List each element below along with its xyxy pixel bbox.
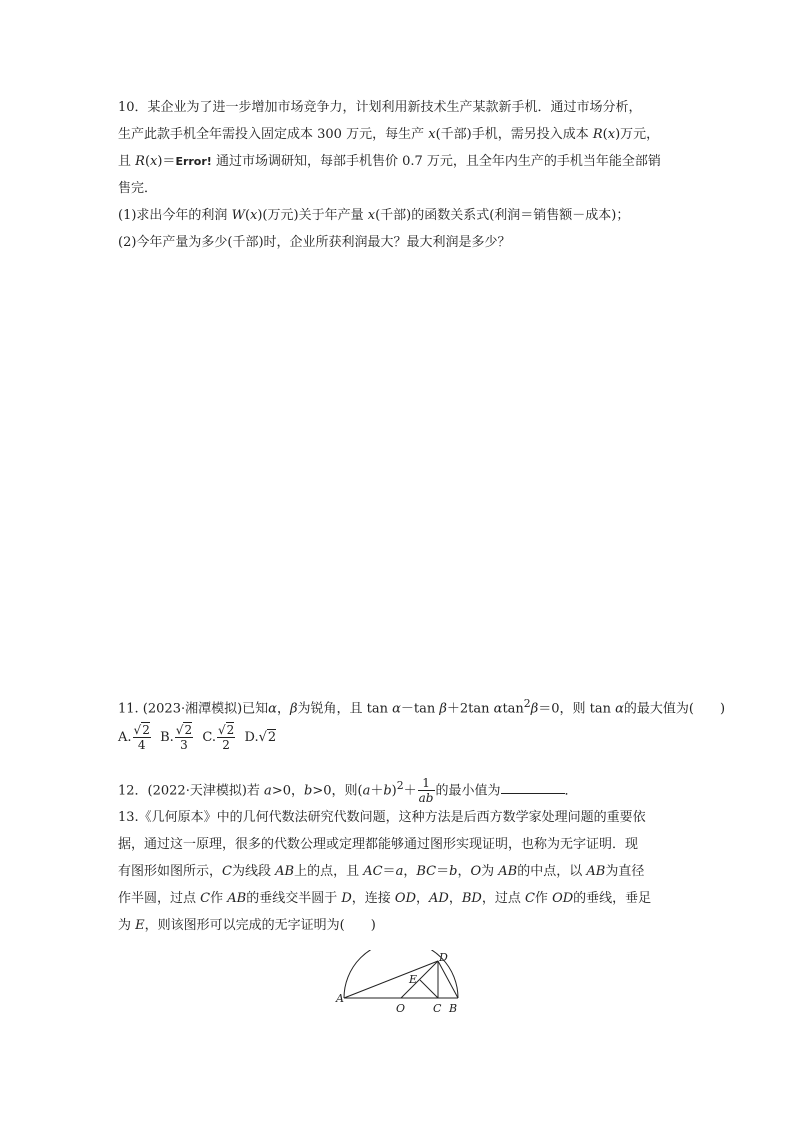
- error-field: Error!: [175, 155, 212, 168]
- q13-line-4: 作半圆，过点 C作 AB的垂线交半圆于 D，连接 OD，AD，BD，过点 C作 OD的垂线，垂足: [118, 891, 652, 906]
- q10-line-2: 生产此款手机全年需投入固定成本 300 万元，每生产 x(千部)手机，需另投入成本 R(x)万元，: [118, 127, 660, 142]
- question-11: [118, 690, 726, 717]
- question-10: [118, 94, 684, 256]
- label-b: B: [449, 1002, 458, 1015]
- option-d: D.√2: [244, 730, 277, 745]
- fraction-1-over-ab: $\frac{1}{ab}$: [418, 776, 434, 806]
- q13-line-3: 有图形如图所示，C为线段 AB上的点，且 AC＝a，BC＝b，O为 AB的中点，以 AB为直径: [118, 864, 645, 879]
- q10-line-1: 10．某企业为了进一步增加市场竞争力，计划利用新技术生产某款新手机．通过市场分析，: [118, 100, 642, 115]
- option-b: B. $\frac{√2}{3}$: [160, 723, 193, 752]
- segment-ad: [344, 961, 438, 998]
- segment-ce: [420, 980, 438, 998]
- option-c: C. $\frac{√2}{2}$: [202, 723, 235, 752]
- question-12: 12．(2022·天津模拟)若 a>0，b>0，则$(a+b)^2+$ $\frac{1}{ab}$ 的最小值为 ．: [118, 776, 578, 806]
- q11-stem: 11. (2023·湘潭模拟)已知α，β为锐角，且 tan α－tan β＋2tan αtan$^2$β＝0，则 tan α的最大值为( ): [118, 697, 726, 717]
- q13-line-5: 为 E，则该图形可以完成的无字证明为( ): [118, 918, 376, 933]
- question-13: [118, 804, 684, 939]
- label-c: C: [433, 1002, 442, 1015]
- q10-line-3: 且 R(x)＝Error! 通过市场调研知，每部手机售价 0.7 万元，且全年内生产的手机当年能全部销: [118, 154, 661, 169]
- label-d: D: [439, 951, 448, 964]
- label-a: A: [336, 992, 344, 1005]
- q10-part-1: (1)求出今年的利润 W(x)(万元)关于年产量 x(千部)的函数关系式(利润＝销售额－成本)；: [118, 208, 630, 223]
- q13-line-1: 13.《几何原本》中的几何代数法研究代数问题，这种方法是后西方数学家处理问题的重要依: [118, 810, 646, 825]
- option-a: A. $\frac{√2}{4}$: [118, 723, 150, 752]
- label-o: O: [396, 1002, 406, 1015]
- q10-line-4: 售完．: [118, 181, 158, 196]
- q11-options: [118, 718, 684, 758]
- label-e: E: [409, 973, 418, 986]
- q13-line-2: 据，通过这一原理，很多的代数公理或定理都能够通过图形实现证明，也称为无字证明．现: [118, 837, 639, 852]
- q10-part-2: (2)今年产量为多少(千部)时，企业所获利润最大？最大利润是多少？: [118, 235, 511, 250]
- semicircle-figure: [330, 950, 470, 1020]
- answer-blank[interactable]: [501, 779, 565, 794]
